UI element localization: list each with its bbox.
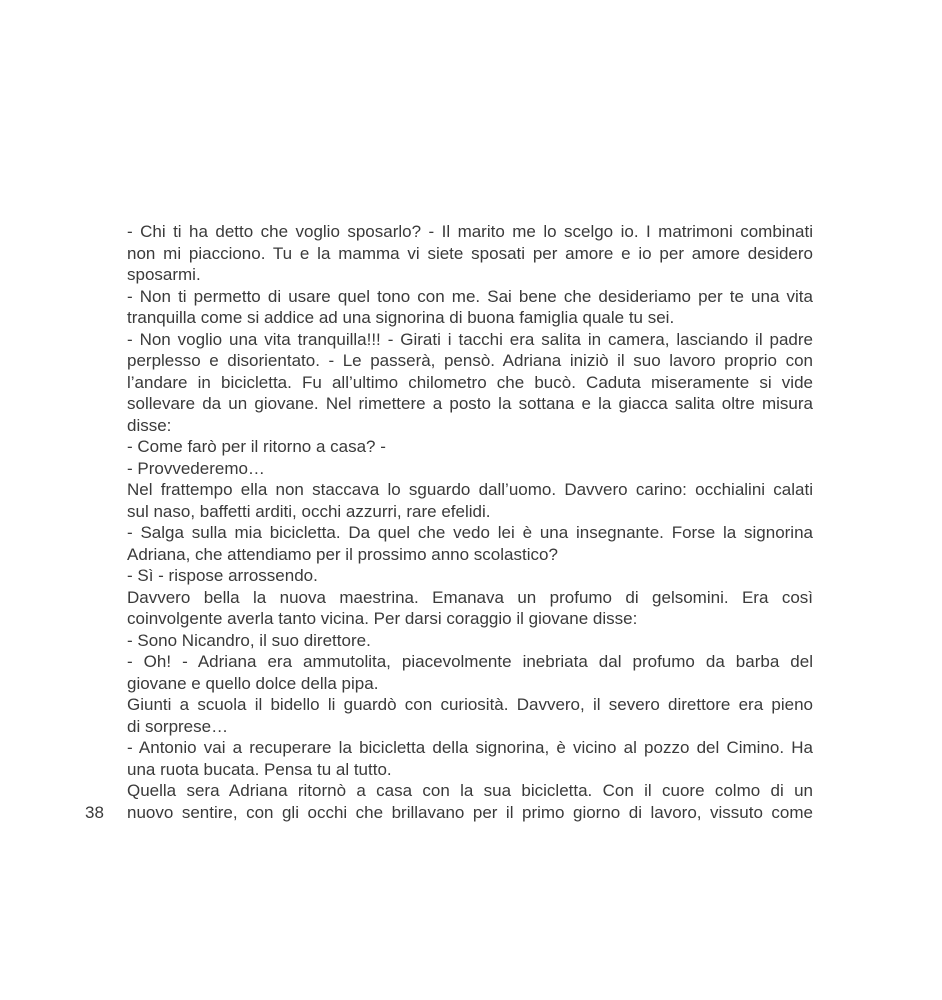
text-line: sposarmi. (127, 265, 201, 284)
text-line: giovane e quello dolce della pipa. (127, 673, 379, 693)
page-number: 38 (85, 802, 104, 822)
text-line: - Sono Nicandro, il suo direttore. (127, 630, 371, 650)
text-line: - Non ti permetto di usare quel tono con me. Sai bene che desideriamo per te una vita (127, 286, 813, 306)
text-line: Quella sera Adriana ritornò a casa con la sua bicicletta. Con il cuore colmo di un (127, 781, 813, 800)
text-line: - Oh! - Adriana era ammutolita, piacevolmente inebriata dal profumo da barba del (127, 652, 813, 671)
text-line: l’andare in bicicletta. Fu all’ultimo chilometro che bucò. Caduta miseramente si vide (127, 372, 813, 392)
text-line: - Salga sulla mia bicicletta. Da quel che vedo lei è una insegnante. Forse la signorina (127, 523, 813, 542)
text-line: Adriana, che attendiamo per il prossimo anno scolastico? (127, 544, 558, 564)
text-line: di sorprese… (127, 716, 229, 736)
text-line: coinvolgente averla tanto vicina. Per darsi coraggio il giovane disse: (127, 609, 638, 628)
text-line: sollevare da un giovane. Nel rimettere a posto la sottana e la giacca salita oltre misura (127, 394, 813, 413)
text-line: nuovo sentire, con gli occhi che brillavano per il primo giorno di lavoro, vissuto come (127, 802, 813, 822)
text-line: Davvero bella la nuova maestrina. Emanava un profumo di gelsomini. Era così (127, 587, 813, 607)
text-line: Giunti a scuola il bidello li guardò con curiosità. Davvero, il severo direttore era pieno (127, 695, 813, 714)
text-line: - Sì - rispose arrossendo. (127, 566, 318, 585)
text-line: perplesso e disorientato. - Le passerà, pensò. Adriana iniziò il suo lavoro proprio con (127, 351, 813, 370)
text-line: Nel frattempo ella non staccava lo sguardo dall’uomo. Davvero carino: occhialini calati (127, 480, 813, 499)
text-line: tranquilla come si addice ad una signorina di buona famiglia quale tu sei. (127, 308, 675, 327)
text-line: non mi piacciono. Tu e la mamma vi siete sposati per amore e io per amore desidero (127, 243, 813, 263)
text-line: sul naso, baffetti arditi, occhi azzurri, rare efelidi. (127, 501, 491, 521)
text-line: - Chi ti ha detto che voglio sposarlo? - Il marito me lo scelgo io. I matrimoni combinati (127, 222, 813, 241)
text-line: - Provvederemo… (127, 458, 265, 478)
page-text (127, 221, 813, 823)
text-line: una ruota bucata. Pensa tu al tutto. (127, 759, 392, 779)
text-line: - Come farò per il ritorno a casa? - (127, 437, 386, 456)
text-line: disse: (127, 415, 172, 435)
text-line: - Antonio vai a recuperare la bicicletta della signorina, è vicino al pozzo del Cimino. Ha (127, 738, 813, 757)
text-line: - Non voglio una vita tranquilla!!! - Girati i tacchi era salita in camera, lasciando il padre (127, 329, 813, 349)
